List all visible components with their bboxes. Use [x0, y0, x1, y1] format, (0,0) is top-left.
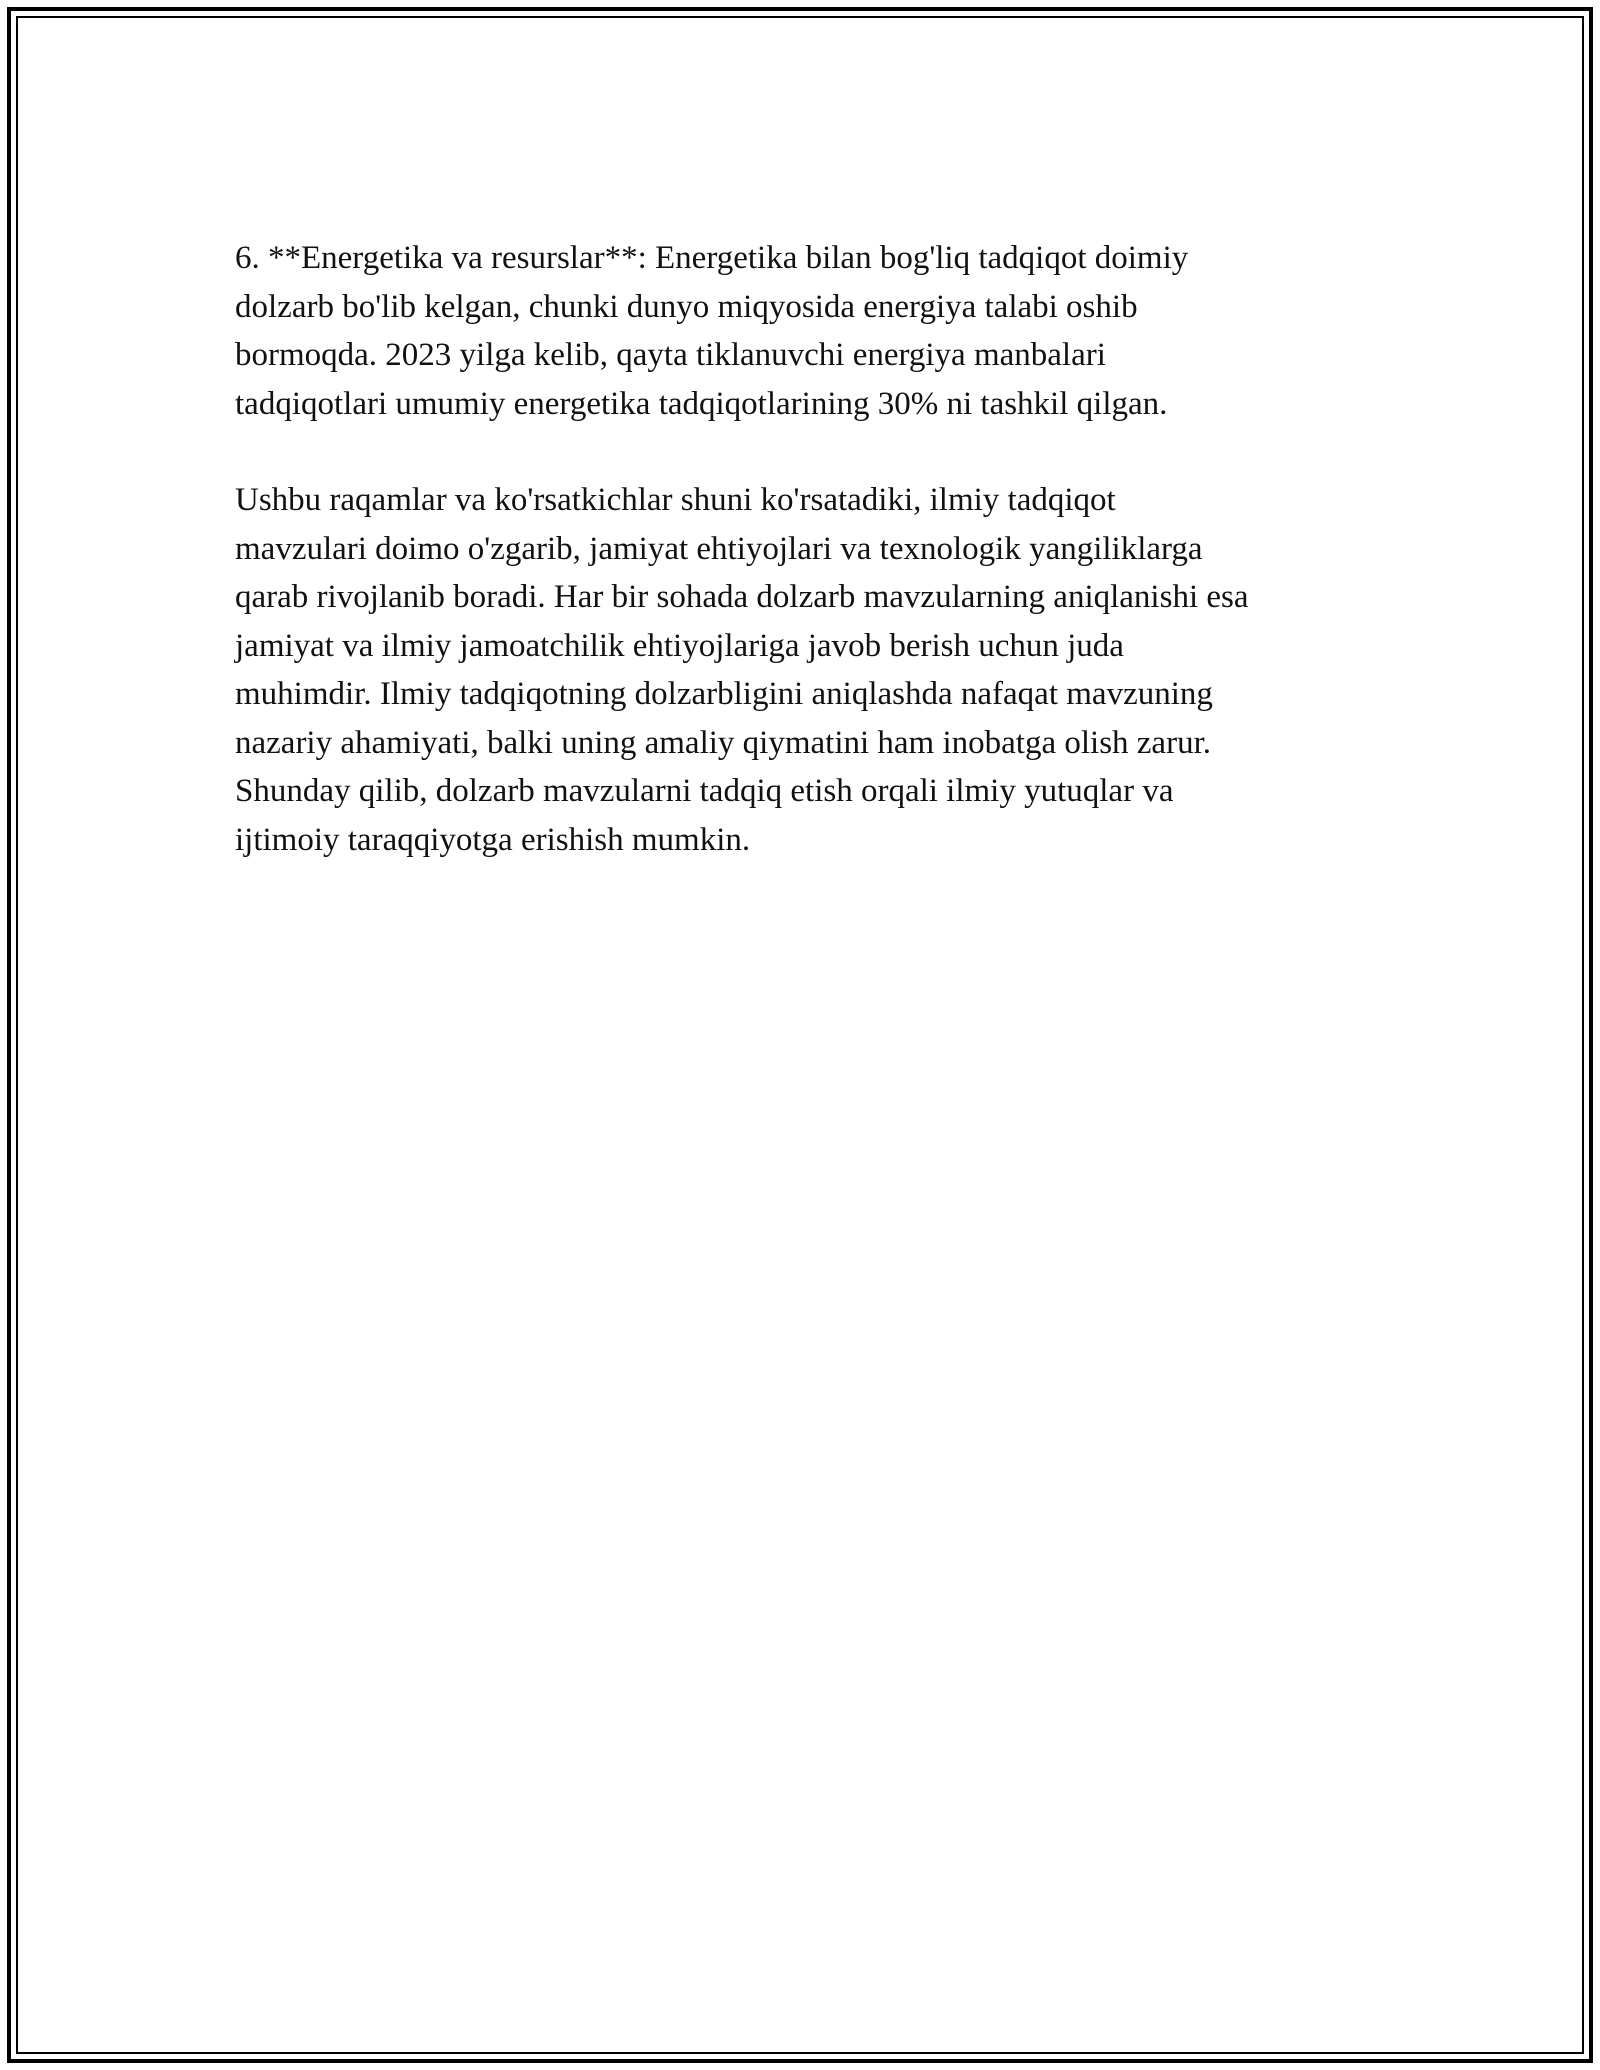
paragraph-conclusion: Ushbu raqamlar va ko'rsatkichlar shuni ko'rsatadiki, ilmiy tadqiqot mavzulari doimo o'zgarib, jamiyat ehtiyojlari va texnologik yangiliklarga qarab rivojlanib boradi. Har bir sohada dolzarb mavzularning aniqlanishi esa jamiyat va ilmiy jamoatchilik ehtiyojlariga javob berish uchun juda muhimdir. Ilmiy tadqiqotning dolzarbligini aniqlashda nafaqat mavzuning nazariy ahamiyati, balki uning amaliy qiymatini ham inobatga olish zarur. Shunday qilib, dolzarb mavzularni tadqiq etish orqali ilmiy yutuqlar va ijtimoiy taraqqiyotga erishish mumkin.	[235, 482, 1249, 858]
document-page	[235, 234, 1375, 864]
paragraph-energetika: 6. **Energetika va resurslar**: Energetika bilan bog'liq tadqiqot doimiy dolzarb bo'lib kelgan, chunki dunyo miqyosida energiya talabi oshib bormoqda. 2023 yilga kelib, qayta tiklanuvchi energiya manbalari tadqiqotlari umumiy energetika tadqiqotlarining 30% ni tashkil qilgan.	[235, 240, 1189, 422]
